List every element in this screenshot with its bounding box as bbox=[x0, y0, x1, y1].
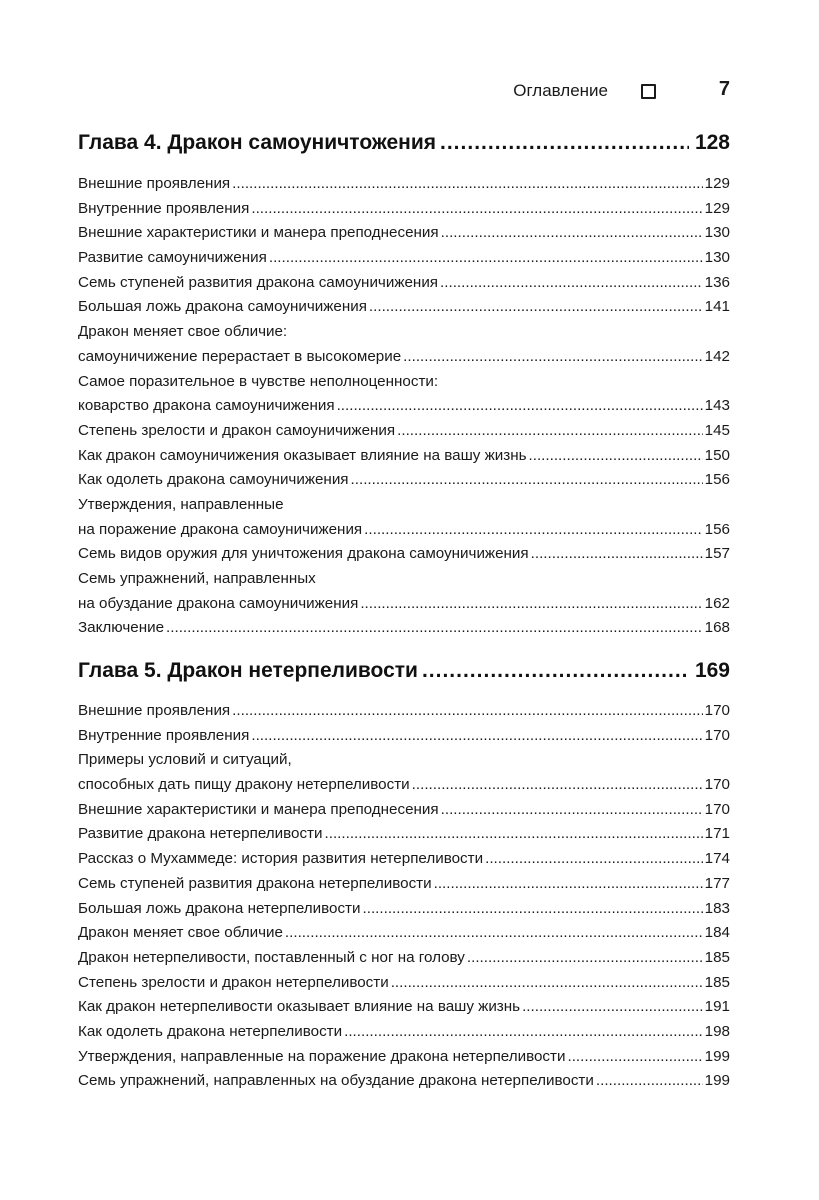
toc-entry-page: 130 bbox=[704, 249, 730, 267]
toc-entry-page: 171 bbox=[704, 825, 730, 843]
toc-entry-page: 141 bbox=[704, 298, 730, 316]
toc-entry bbox=[78, 822, 730, 847]
chapter-page: 169 bbox=[694, 659, 730, 682]
toc-entry bbox=[78, 221, 730, 246]
toc-entry-row bbox=[78, 897, 730, 922]
toc-entry-row bbox=[78, 444, 730, 469]
toc-entry-row bbox=[78, 822, 730, 847]
leader-dots bbox=[325, 822, 703, 847]
leader-dots bbox=[440, 131, 689, 155]
toc-entry-title: Внутренние проявления bbox=[78, 199, 250, 217]
toc-entry-row bbox=[78, 616, 730, 641]
toc-entry-title-line: Семь упражнений, направленных bbox=[78, 570, 316, 588]
leader-dots bbox=[531, 542, 703, 567]
toc-entry-title: Дракон меняет свое обличие bbox=[78, 924, 283, 942]
leader-dots bbox=[467, 946, 703, 971]
toc-entry-page: 185 bbox=[704, 948, 730, 966]
toc-entry-row bbox=[78, 172, 730, 197]
leader-dots bbox=[232, 699, 703, 724]
toc-entry bbox=[78, 946, 730, 971]
toc-entry-row bbox=[78, 221, 730, 246]
toc-entry-row bbox=[78, 971, 730, 996]
toc-entry-page: 199 bbox=[704, 1047, 730, 1065]
leader-dots bbox=[440, 271, 703, 296]
leader-dots bbox=[422, 659, 689, 683]
toc-entry bbox=[78, 971, 730, 996]
toc-entry-page: 170 bbox=[704, 800, 730, 818]
leader-dots bbox=[397, 419, 703, 444]
toc-entry-row bbox=[78, 246, 730, 271]
toc-list bbox=[78, 172, 730, 641]
toc-entry-title: Заключение bbox=[78, 619, 165, 637]
toc-entry-row bbox=[78, 1020, 730, 1045]
toc-entry-title: Внешние характеристики и манера преподнесения bbox=[78, 224, 439, 242]
toc-entry-row bbox=[78, 592, 730, 617]
leader-dots bbox=[166, 616, 703, 641]
toc-entry-page: 162 bbox=[704, 594, 730, 612]
toc-entry-title: способных дать пищу дракону нетерпеливости bbox=[78, 776, 410, 794]
leader-dots bbox=[364, 518, 703, 543]
toc-entry-page: 170 bbox=[704, 726, 730, 744]
toc-entry-page: 184 bbox=[704, 924, 730, 942]
leader-dots bbox=[485, 847, 703, 872]
toc-entry-title-line: Дракон меняет свое обличие: bbox=[78, 323, 288, 341]
toc-entry-row bbox=[78, 995, 730, 1020]
toc-entry-page: 199 bbox=[704, 1072, 730, 1090]
toc-entry-row bbox=[78, 518, 730, 543]
toc-entry-page: 129 bbox=[704, 175, 730, 192]
leader-dots bbox=[232, 172, 703, 197]
toc-entry-title: Большая ложь дракона нетерпеливости bbox=[78, 899, 361, 917]
toc-entry-title: Как одолеть дракона самоуничижения bbox=[78, 471, 349, 489]
toc-entry-title: Большая ложь дракона самоуничижения bbox=[78, 298, 367, 316]
toc-entry bbox=[78, 1020, 730, 1045]
running-header bbox=[78, 78, 730, 104]
leader-dots bbox=[441, 798, 703, 823]
toc-entry bbox=[78, 419, 730, 444]
toc-entry bbox=[78, 370, 730, 419]
chapter-page: 128 bbox=[694, 131, 730, 154]
toc-entry-title: Внешние проявления bbox=[78, 702, 231, 719]
leader-dots bbox=[434, 872, 703, 897]
leader-dots bbox=[596, 1069, 703, 1094]
leader-dots bbox=[412, 773, 703, 798]
toc-entry-page: 145 bbox=[704, 421, 730, 439]
toc-entry-page: 150 bbox=[704, 446, 730, 464]
toc-entry-row bbox=[78, 1069, 730, 1094]
chapter-title: Глава 4. Дракон самоуничтожения bbox=[78, 131, 437, 154]
page-number: 7 bbox=[718, 78, 730, 100]
toc-entry-title-line: Самое поразительное в чувстве неполноценности: bbox=[78, 372, 439, 390]
leader-dots bbox=[391, 971, 703, 996]
toc-entry-title: Степень зрелости и дракон нетерпеливости bbox=[78, 973, 389, 991]
leader-dots bbox=[285, 921, 703, 946]
toc-entry bbox=[78, 567, 730, 616]
toc-entry bbox=[78, 197, 730, 222]
leader-dots bbox=[344, 1020, 703, 1045]
toc-entry-title: Развитие дракона нетерпеливости bbox=[78, 825, 323, 843]
toc-entry bbox=[78, 246, 730, 271]
toc-entry bbox=[78, 897, 730, 922]
leader-dots bbox=[351, 468, 703, 493]
toc-entry bbox=[78, 995, 730, 1020]
toc-entry-title: Внешние характеристики и манера преподнесения bbox=[78, 800, 439, 818]
toc-entry bbox=[78, 295, 730, 320]
toc-entry-row bbox=[78, 847, 730, 872]
toc-entry-page: 185 bbox=[704, 973, 730, 991]
toc-entry-title: Степень зрелости и дракон самоуничижения bbox=[78, 421, 396, 439]
toc-entry-row bbox=[78, 724, 730, 749]
leader-dots bbox=[251, 724, 702, 749]
toc-entry-title: коварство дракона самоуничижения bbox=[78, 397, 335, 415]
toc-entry-title: Как дракон самоуничижения оказывает влияние на вашу жизнь bbox=[78, 446, 527, 464]
toc-entry-page: 174 bbox=[704, 850, 730, 868]
toc-entry bbox=[78, 921, 730, 946]
toc-entry-row bbox=[78, 271, 730, 296]
leader-dots bbox=[363, 897, 703, 922]
toc-entry-page: 142 bbox=[704, 347, 730, 365]
chapter-heading bbox=[78, 131, 730, 161]
toc-entry bbox=[78, 542, 730, 567]
leader-dots bbox=[403, 345, 702, 370]
toc-entry-title: Как одолеть дракона нетерпеливости bbox=[78, 1022, 343, 1040]
toc-entry bbox=[78, 172, 730, 197]
toc-entry-title: Внешние проявления bbox=[78, 175, 231, 192]
toc-entry-row bbox=[78, 872, 730, 897]
toc-entry-title: Утверждения, направленные на поражение дракона нетерпеливости bbox=[78, 1047, 566, 1065]
chapter-heading bbox=[78, 659, 730, 689]
toc-entry-page: 168 bbox=[704, 619, 730, 637]
leader-dots bbox=[441, 221, 703, 246]
toc-entry-row bbox=[78, 946, 730, 971]
toc-entry bbox=[78, 1069, 730, 1094]
leader-dots bbox=[360, 592, 702, 617]
toc-entry-page: 183 bbox=[704, 899, 730, 917]
toc-entry bbox=[78, 872, 730, 897]
toc-entry bbox=[78, 847, 730, 872]
toc-entry bbox=[78, 468, 730, 493]
toc-entry-page: 156 bbox=[704, 471, 730, 489]
toc-entry-page: 191 bbox=[704, 998, 730, 1016]
toc-entry bbox=[78, 444, 730, 469]
toc-entry-page: 130 bbox=[704, 224, 730, 242]
toc-entry-row bbox=[78, 394, 730, 419]
toc-entry-title: самоуничижение перерастает в высокомерие bbox=[78, 347, 402, 365]
toc-entry-title: на обуздание дракона самоуничижения bbox=[78, 594, 359, 612]
toc-entry-title: Семь ступеней развития дракона самоуничижения bbox=[78, 273, 439, 291]
toc-entry-title: Семь ступеней развития дракона нетерпеливости bbox=[78, 874, 432, 892]
toc-entry bbox=[78, 320, 730, 369]
toc-entry-page: 170 bbox=[704, 776, 730, 794]
toc-entry-page: 129 bbox=[704, 199, 730, 217]
leader-dots bbox=[337, 394, 703, 419]
toc-entry-title-line: Утверждения, направленные bbox=[78, 495, 284, 513]
leader-dots bbox=[251, 197, 702, 222]
toc-entry-row bbox=[78, 468, 730, 493]
leader-dots bbox=[529, 444, 703, 469]
toc-entry-row bbox=[78, 921, 730, 946]
toc-list bbox=[78, 699, 730, 1094]
toc-entry-row bbox=[78, 699, 730, 724]
toc-entry-row bbox=[78, 542, 730, 567]
toc-entry bbox=[78, 699, 730, 724]
toc-entry bbox=[78, 748, 730, 797]
toc-entry-page: 157 bbox=[704, 545, 730, 563]
section-title: Оглавление bbox=[513, 81, 608, 100]
toc-entry-page: 177 bbox=[704, 874, 730, 892]
toc-entry bbox=[78, 493, 730, 542]
leader-dots bbox=[567, 1045, 702, 1070]
toc-entry-row bbox=[78, 295, 730, 320]
toc-entry-title: Внутренние проявления bbox=[78, 726, 250, 744]
toc-entry-title: на поражение дракона самоуничижения bbox=[78, 520, 363, 538]
toc-entry-row bbox=[78, 1045, 730, 1070]
leader-dots bbox=[269, 246, 703, 271]
toc-entry-title: Рассказ о Мухаммеде: история развития нетерпеливости bbox=[78, 850, 484, 868]
toc-entry-title: Как дракон нетерпеливости оказывает влияние на вашу жизнь bbox=[78, 998, 521, 1016]
toc-entry bbox=[78, 616, 730, 641]
toc-entry-title-line: Примеры условий и ситуаций, bbox=[78, 751, 292, 769]
toc-entry bbox=[78, 271, 730, 296]
toc-entry-title: Семь видов оружия для уничтожения дракона самоуничижения bbox=[78, 545, 529, 563]
toc-entry-row bbox=[78, 197, 730, 222]
toc-entry-page: 143 bbox=[704, 397, 730, 415]
toc-entry-title: Семь упражнений, направленных на обуздание дракона нетерпеливости bbox=[78, 1072, 594, 1090]
toc-entry-title: Дракон нетерпеливости, поставленный с ног на голову bbox=[78, 948, 465, 966]
toc-entry-row bbox=[78, 419, 730, 444]
toc-entry-page: 198 bbox=[704, 1022, 730, 1040]
toc-entry-page: 136 bbox=[704, 273, 730, 291]
toc-entry-page: 156 bbox=[704, 520, 730, 538]
toc-entry bbox=[78, 1045, 730, 1070]
leader-dots bbox=[522, 995, 703, 1020]
toc-entry-row bbox=[78, 773, 730, 798]
toc-entry-row bbox=[78, 345, 730, 370]
toc-entry-row bbox=[78, 798, 730, 823]
toc-entry-title: Развитие самоуничижения bbox=[78, 249, 267, 267]
chapter-title: Глава 5. Дракон нетерпеливости bbox=[78, 659, 418, 682]
checkbox-square-icon bbox=[641, 84, 656, 99]
leader-dots bbox=[369, 295, 703, 320]
toc-entry bbox=[78, 724, 730, 749]
toc-entry-page: 170 bbox=[704, 702, 730, 719]
toc-entry bbox=[78, 798, 730, 823]
